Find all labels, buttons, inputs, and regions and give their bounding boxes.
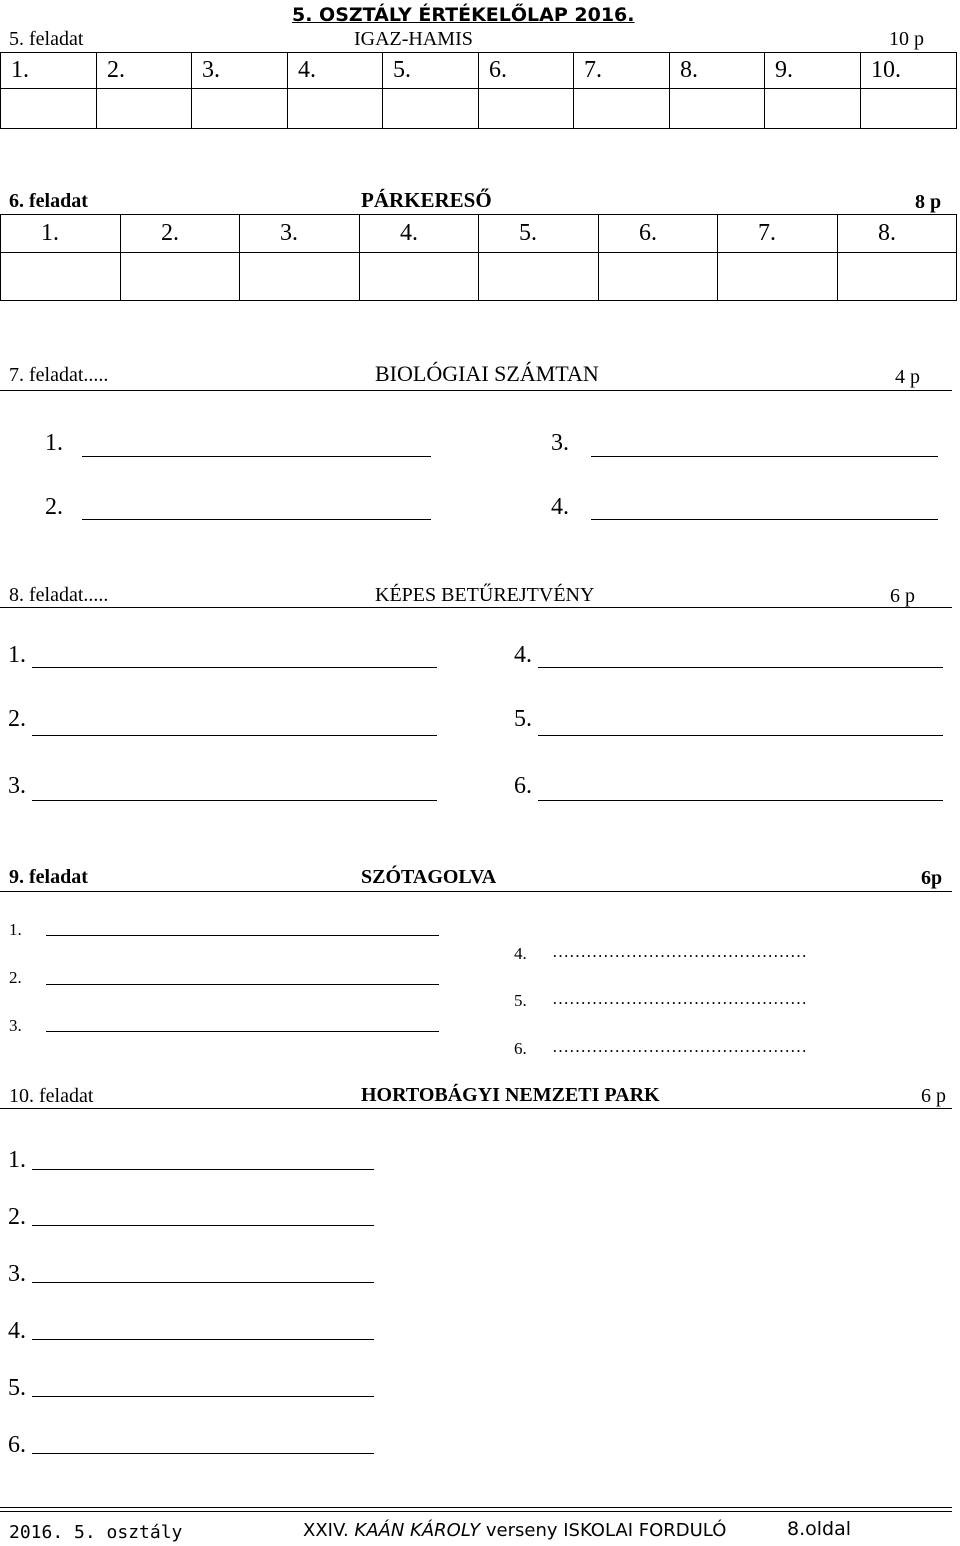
task9-title: SZÓTAGOLVA — [361, 866, 497, 888]
task5-title: IGAZ-HAMIS — [354, 28, 473, 50]
task8-answer-line[interactable] — [32, 800, 437, 801]
task10-label: 10. feladat — [9, 1085, 94, 1107]
task7-item-label: 3. — [551, 430, 569, 456]
task9-label: 9. feladat — [9, 866, 88, 888]
page-title: 5. OSZTÁLY ÉRTÉKELŐLAP 2016. — [292, 4, 635, 26]
task10-heading-rule — [0, 1108, 952, 1109]
task5-label: 5. feladat — [9, 28, 84, 50]
task8-item-label: 5. — [514, 706, 532, 732]
task8-points: 6 p — [890, 585, 915, 607]
task8-answer-line[interactable] — [538, 667, 943, 668]
answer-cell[interactable] — [1, 89, 97, 129]
answer-cell[interactable] — [360, 253, 479, 301]
task10-answer-line[interactable] — [32, 1169, 374, 1170]
answer-cell[interactable] — [574, 89, 670, 129]
task8-label: 8. feladat..... — [9, 584, 109, 606]
task9-item-label: 2. — [9, 968, 22, 987]
task10-item-label: 6. — [8, 1432, 26, 1458]
task8-answer-line[interactable] — [32, 735, 437, 736]
answer-cell[interactable] — [670, 89, 765, 129]
task6-answer-grid — [0, 214, 957, 301]
footer-page-number: 8.oldal — [787, 1518, 852, 1540]
footer-center-prefix: XXIV. — [303, 1520, 349, 1541]
task10-points: 6 p — [921, 1085, 946, 1107]
task10-item-label: 2. — [8, 1204, 26, 1230]
footer-rule-top — [0, 1507, 952, 1508]
footer-center-name: KAÁN KÁROLY — [354, 1520, 481, 1541]
answer-cell[interactable] — [240, 253, 360, 301]
task7-heading-rule — [0, 390, 952, 391]
task10-item-label: 4. — [8, 1318, 26, 1344]
grid-header-cell: 8. — [838, 215, 957, 253]
task7-answer-line[interactable] — [591, 519, 938, 520]
task8-title: KÉPES BETŰREJTVÉNY — [375, 584, 595, 606]
task8-item-label: 6. — [514, 773, 532, 799]
answer-cell[interactable] — [192, 89, 288, 129]
grid-header-cell: 7. — [718, 215, 838, 253]
task9-item-label: 1. — [9, 920, 22, 939]
task9-dotted-answer[interactable]: ……………………………………… — [552, 942, 807, 961]
answer-cell[interactable] — [479, 253, 599, 301]
grid-header-cell: 6. — [479, 53, 574, 89]
footer-left: 2016. 5. osztály — [9, 1522, 183, 1543]
answer-cell[interactable] — [1, 253, 121, 301]
footer-center-suffix: verseny ISKOLAI FORDULÓ — [485, 1520, 727, 1541]
task7-item-label: 1. — [45, 430, 63, 456]
answer-cell[interactable] — [838, 253, 957, 301]
grid-header-cell: 1. — [1, 53, 97, 89]
task10-item-label: 1. — [8, 1147, 26, 1173]
task10-answer-line[interactable] — [32, 1396, 374, 1397]
answer-cell[interactable] — [383, 89, 479, 129]
task7-points: 4 p — [895, 366, 920, 388]
task7-title: BIOLÓGIAI SZÁMTAN — [375, 361, 599, 386]
task7-item-label: 2. — [45, 494, 63, 520]
task8-heading-rule — [0, 607, 952, 608]
task7-item-label: 4. — [551, 494, 569, 520]
task8-answer-line[interactable] — [538, 735, 943, 736]
task9-answer-line[interactable] — [46, 1031, 439, 1032]
task9-answer-line[interactable] — [46, 935, 439, 936]
task8-item-label: 1. — [8, 642, 26, 668]
task7-label: 7. feladat..... — [9, 364, 109, 386]
task9-dotted-answer[interactable]: ……………………………………… — [552, 1037, 807, 1056]
task9-item-label: 3. — [9, 1016, 22, 1035]
task8-item-label: 3. — [8, 773, 26, 799]
task10-item-label: 3. — [8, 1261, 26, 1287]
task10-title: HORTOBÁGYI NEMZETI PARK — [361, 1084, 660, 1106]
task5-answer-grid — [0, 52, 957, 129]
task9-heading-rule — [0, 891, 952, 892]
task9-item-label: 6. — [514, 1039, 527, 1058]
task7-answer-line[interactable] — [82, 456, 431, 457]
task6-label: 6. feladat — [9, 190, 88, 212]
footer-center — [303, 1520, 726, 1541]
grid-header-cell: 4. — [288, 53, 383, 89]
grid-header-cell: 5. — [479, 215, 599, 253]
task9-dotted-answer[interactable]: ……………………………………… — [552, 989, 807, 1008]
grid-header-cell: 2. — [121, 215, 240, 253]
task8-answer-line[interactable] — [538, 800, 943, 801]
grid-header-cell: 5. — [383, 53, 479, 89]
task8-item-label: 2. — [8, 706, 26, 732]
task7-answer-line[interactable] — [82, 519, 431, 520]
grid-header-cell: 7. — [574, 53, 670, 89]
grid-header-cell: 6. — [599, 215, 718, 253]
grid-header-cell: 3. — [240, 215, 360, 253]
answer-cell[interactable] — [97, 89, 192, 129]
task9-item-label: 5. — [514, 991, 527, 1010]
task8-answer-line[interactable] — [32, 667, 437, 668]
task10-answer-line[interactable] — [32, 1453, 374, 1454]
answer-cell[interactable] — [765, 89, 861, 129]
grid-header-cell: 10. — [861, 53, 957, 89]
answer-cell[interactable] — [121, 253, 240, 301]
task10-item-label: 5. — [8, 1375, 26, 1401]
task5-points: 10 p — [889, 28, 924, 50]
grid-header-cell: 9. — [765, 53, 861, 89]
answer-cell[interactable] — [861, 89, 957, 129]
task10-answer-line[interactable] — [32, 1339, 374, 1340]
grid-header-cell: 4. — [360, 215, 479, 253]
task9-points: 6p — [921, 867, 943, 889]
task9-answer-line[interactable] — [46, 984, 439, 985]
answer-cell[interactable] — [599, 253, 718, 301]
task10-answer-line[interactable] — [32, 1282, 374, 1283]
answer-cell[interactable] — [479, 89, 574, 129]
grid-header-cell: 2. — [97, 53, 192, 89]
footer-rule-bottom — [0, 1511, 952, 1512]
grid-header-cell: 1. — [1, 215, 121, 253]
task10-answer-line[interactable] — [32, 1225, 374, 1226]
task6-title: PÁRKERESŐ — [361, 188, 492, 212]
grid-header-cell: 8. — [670, 53, 765, 89]
grid-header-cell: 3. — [192, 53, 288, 89]
answer-cell[interactable] — [718, 253, 838, 301]
task9-item-label: 4. — [514, 944, 527, 963]
answer-cell[interactable] — [288, 89, 383, 129]
task6-points: 8 p — [915, 191, 942, 213]
task7-answer-line[interactable] — [591, 456, 938, 457]
task8-item-label: 4. — [514, 642, 532, 668]
